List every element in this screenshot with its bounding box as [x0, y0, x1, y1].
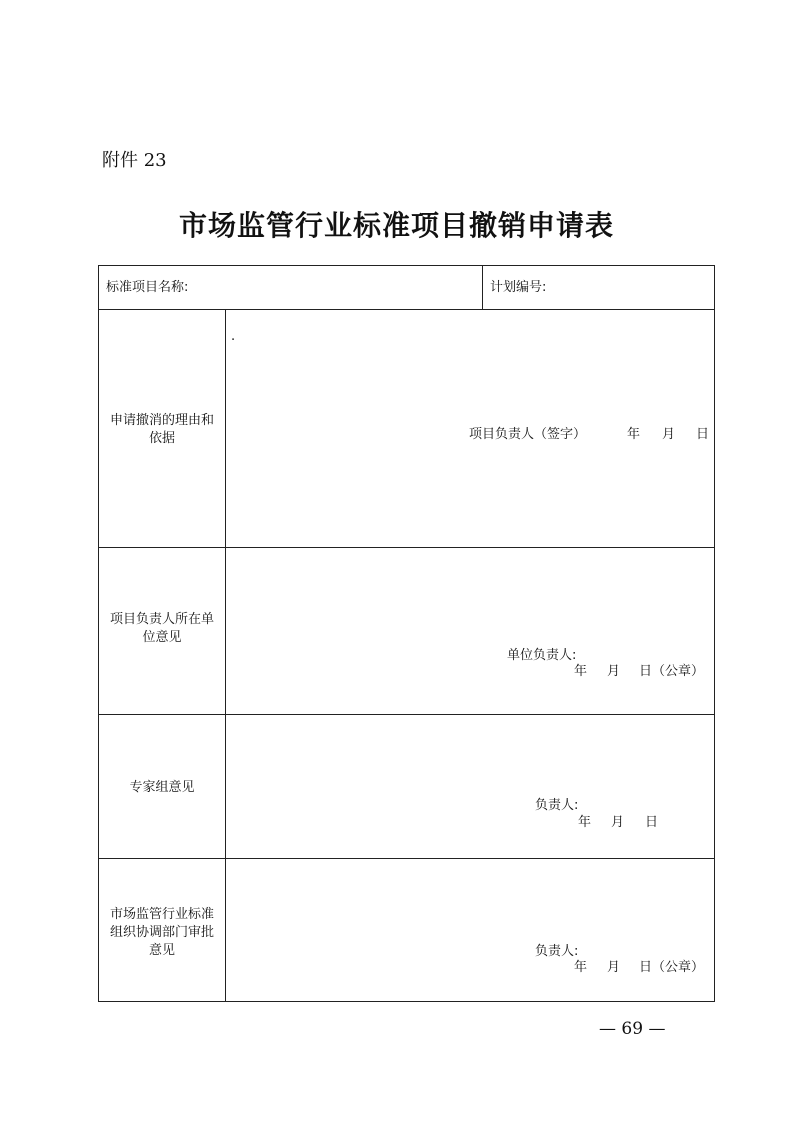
application-form-table: [98, 265, 715, 1002]
reason-label-line2: 依据: [148, 431, 175, 446]
row-divider: [99, 714, 714, 715]
row-divider: [99, 858, 714, 859]
row-divider: [99, 309, 714, 310]
unit-year: 年: [574, 664, 588, 679]
expert-day: 日: [645, 815, 659, 830]
reason-month: 月: [662, 427, 676, 442]
page-title: 市场监管行业标准项目撤销申请表: [178, 209, 614, 242]
unit-opinion-label: [99, 611, 225, 647]
reason-label-line1: 申请撤消的理由和: [109, 413, 214, 428]
row-divider: [99, 547, 714, 548]
reason-signature: 项目负责人（签字）: [469, 427, 587, 442]
dept-month: 月: [607, 960, 621, 975]
dept-label-line3: 意见: [148, 943, 175, 958]
reason-label: [99, 412, 225, 448]
dept-label-line1: 市场监管行业标准: [109, 907, 214, 922]
unit-label-line2: 位意见: [142, 630, 182, 645]
reason-year: 年: [627, 427, 641, 442]
reason-dot: .: [231, 329, 236, 344]
dept-signature: 负责人:: [535, 944, 579, 959]
reason-day: 日: [696, 427, 710, 442]
dept-approval-label: [99, 906, 225, 960]
expert-opinion-label: 专家组意见: [129, 780, 195, 795]
expert-signature: 负责人:: [535, 798, 579, 813]
dept-year: 年: [574, 960, 588, 975]
page-number: — 69 —: [599, 1019, 666, 1039]
header-column-divider: [482, 266, 483, 309]
expert-month: 月: [611, 815, 625, 830]
attachment-label: 附件 23: [102, 150, 167, 171]
plan-number-label: 计划编号:: [490, 280, 547, 295]
label-column-divider: [225, 309, 226, 1001]
unit-signature: 单位负责人:: [507, 648, 577, 663]
expert-year: 年: [578, 815, 592, 830]
unit-month: 月: [607, 664, 621, 679]
unit-label-line1: 项目负责人所在单: [109, 612, 214, 627]
unit-day: 日（公章）: [639, 664, 705, 679]
dept-label-line2: 组织协调部门审批: [109, 925, 214, 940]
dept-day: 日（公章）: [639, 960, 705, 975]
project-name-label: 标准项目名称:: [106, 280, 189, 295]
